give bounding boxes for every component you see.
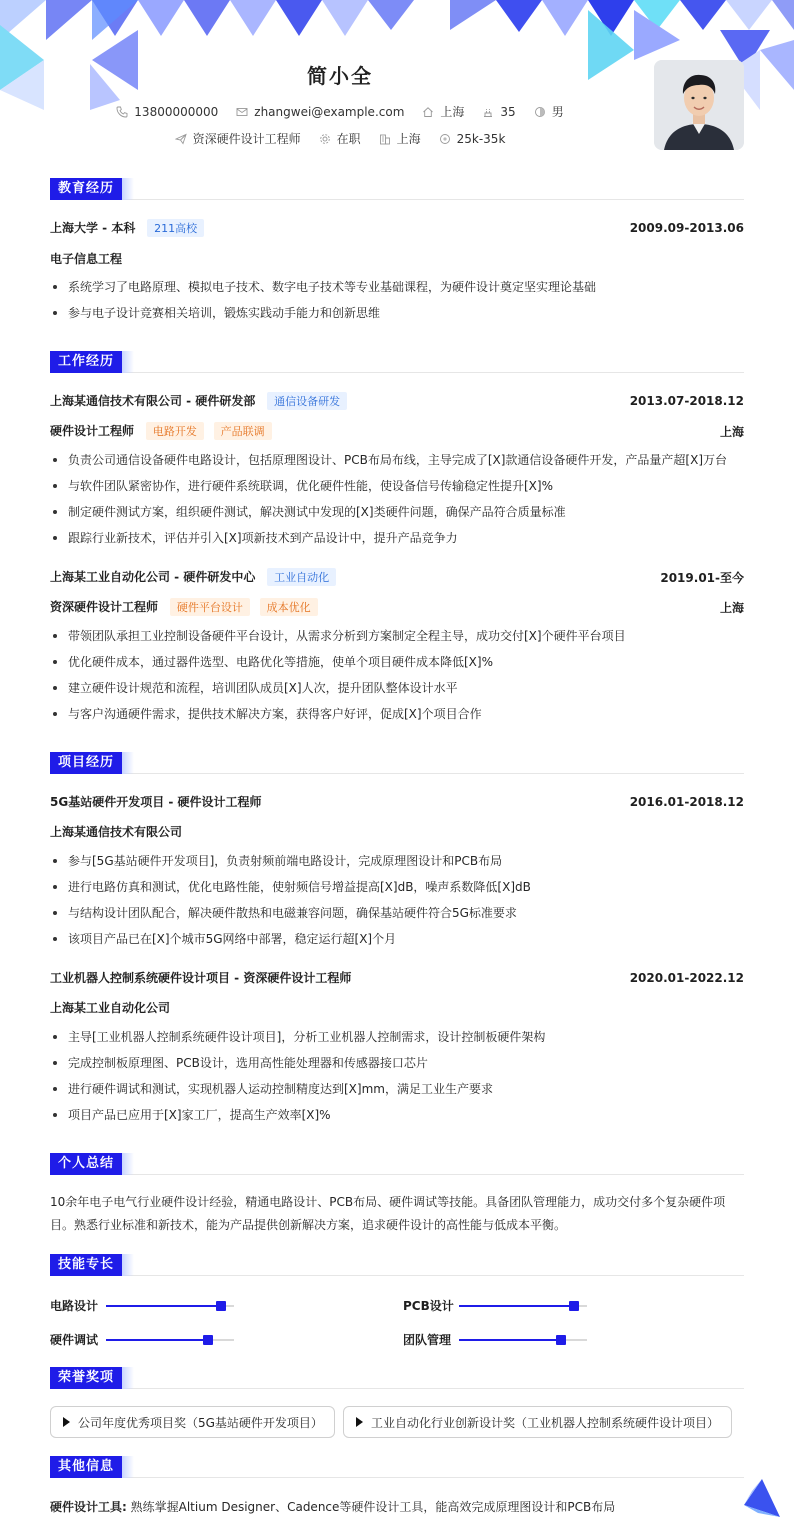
- skill-fill: [106, 1339, 208, 1341]
- projects-header: [50, 752, 744, 774]
- list-item: 与软件团队紧密协作，进行硬件系统联调，优化硬件性能，使设备信号传输稳定性提升[X]%: [50, 473, 744, 499]
- triangle-right-icon: [63, 1417, 70, 1427]
- company-tag: 通信设备研发: [267, 392, 347, 410]
- award-text: 公司年度优秀项目奖（5G基站硬件开发项目）: [78, 1415, 323, 1430]
- other-text: 熟练掌握Altium Designer、Cadence等硬件设计工具，能高效完成原理图设计和PCB布局: [130, 1500, 616, 1514]
- major: 电子信息工程: [50, 252, 123, 266]
- education-row: [50, 219, 744, 237]
- summary-section: [50, 1153, 744, 1243]
- project-company: 上海某通信技术有限公司: [50, 825, 183, 839]
- skill-bar: [459, 1339, 587, 1341]
- award-text: 工业自动化行业创新设计奖（工业机器人控制系统硬件设计项目）: [371, 1415, 720, 1430]
- location-item: [422, 103, 464, 120]
- other-header: [50, 1456, 744, 1478]
- work-section: [50, 351, 744, 731]
- title-decoration: [122, 752, 134, 774]
- contact-row: [0, 103, 680, 120]
- corner-decoration: [744, 1479, 780, 1517]
- skill-handle: [556, 1335, 566, 1345]
- school-tag: 211高校: [147, 219, 204, 237]
- age-icon: [482, 106, 494, 118]
- list-item: 与结构设计团队配合，解决硬件散热和电磁兼容问题，确保基站硬件符合5G标准要求: [50, 900, 744, 926]
- job-row: [50, 392, 744, 410]
- gender-text: 男: [551, 105, 564, 119]
- city-text: 上海: [396, 132, 421, 146]
- job-intent-row: [0, 130, 680, 147]
- title-decoration: [122, 1456, 134, 1478]
- role-name: 硬件设计工程师: [50, 424, 135, 438]
- list-item: 制定硬件测试方案，组织硬件测试，解决测试中发现的[X]类硬件问题，确保产品符合质量标准: [50, 499, 744, 525]
- list-item: 项目产品已应用于[X]家工厂，提高生产效率[X]%: [50, 1102, 744, 1128]
- education-date: 2009.09-2013.06: [629, 221, 744, 235]
- other-label: 硬件设计工具:: [50, 1500, 127, 1514]
- list-item: 与客户沟通硬件需求，提供技术解决方案，获得客户好评，促成[X]个项目合作: [50, 701, 744, 727]
- skill-item: [50, 1297, 234, 1314]
- resume-header: [0, 0, 794, 170]
- list-item: 带领团队承担工业控制设备硬件平台设计，从需求分析到方案制定全程主导，成功交付[X]个硬件平台项目: [50, 623, 744, 649]
- skills-section: [50, 1254, 744, 1354]
- age-text: 35: [500, 104, 516, 119]
- job-city: 上海: [719, 600, 744, 615]
- salary-text: 25k-35k: [456, 131, 506, 146]
- skill-label: 硬件调试: [50, 1333, 99, 1347]
- gender-icon: [534, 106, 546, 118]
- other-section: [50, 1456, 744, 1521]
- list-item: 该项目产品已在[X]个城市5G网络中部署，稳定运行超[X]个月: [50, 926, 744, 952]
- list-item: 负责公司通信设备硬件电路设计，包括原理图设计、PCB布局布线，主导完成了[X]款通信设备硬件开发，产品量产超[X]万台: [50, 447, 744, 473]
- job-city: 上海: [719, 424, 744, 439]
- project-name: 工业机器人控制系统硬件设计项目 - 资深硬件设计工程师: [50, 971, 352, 985]
- role-row: [50, 598, 744, 616]
- status-text: 在职: [336, 132, 361, 146]
- role-row: [50, 422, 744, 440]
- skill-fill: [459, 1305, 574, 1307]
- list-item: 进行硬件调试和测试，实现机器人运动控制精度达到[X]mm，满足工业生产要求: [50, 1076, 744, 1102]
- summary-text: [50, 1191, 744, 1237]
- project-row: [50, 793, 744, 810]
- building-icon: [379, 133, 391, 145]
- section-title: 个人总结: [50, 1153, 122, 1175]
- title-decoration: [122, 351, 134, 373]
- education-header: [50, 178, 744, 200]
- section-title: 教育经历: [50, 178, 122, 200]
- phone-icon: [116, 106, 128, 118]
- skill-item: [403, 1297, 587, 1314]
- salary-item: [439, 130, 506, 147]
- summary-line: 10余年电子电气行业硬件设计经验，精通电路设计、PCB布局、硬件调试等技能。具备团队管理能力，成功交付多个复杂硬件项: [50, 1195, 726, 1209]
- send-icon: [175, 133, 187, 145]
- company-name: 上海某通信技术有限公司 - 硬件研发部: [50, 394, 256, 408]
- role-name: 资深硬件设计工程师: [50, 600, 159, 614]
- email-item: [236, 103, 404, 120]
- list-item: 参与电子设计竞赛相关培训，锻炼实践动手能力和创新思维: [50, 300, 744, 326]
- title-decoration: [122, 1153, 134, 1175]
- project-name: 5G基站硬件开发项目 - 硬件设计工程师: [50, 795, 262, 809]
- job-date: 2019.01-至今: [660, 570, 744, 585]
- section-title: 技能专长: [50, 1254, 122, 1276]
- email-text: zhangwei@example.com: [254, 104, 405, 119]
- list-item: 优化硬件成本，通过器件选型、电路优化等措施，使单个项目硬件成本降低[X]%: [50, 649, 744, 675]
- job-bullets: [50, 623, 744, 727]
- profile-photo: [654, 60, 744, 150]
- position-item: [175, 130, 301, 147]
- skill-handle: [203, 1335, 213, 1345]
- skill-label: PCB设计: [403, 1299, 454, 1313]
- education-bullets: [50, 274, 744, 326]
- section-title: 工作经历: [50, 351, 122, 373]
- section-title: 其他信息: [50, 1456, 122, 1478]
- list-item: 进行电路仿真和测试，优化电路性能，使射频信号增益提高[X]dB，噪声系数降低[X]dB: [50, 874, 744, 900]
- list-item: 完成控制板原理图、PCB设计，选用高性能处理器和传感器接口芯片: [50, 1050, 744, 1076]
- skill-handle: [216, 1301, 226, 1311]
- list-item: 跟踪行业新技术，评估并引入[X]项新技术到产品设计中，提升产品竞争力: [50, 525, 744, 551]
- skill-item: [50, 1331, 234, 1348]
- project-row: [50, 969, 744, 986]
- role-tag: 硬件平台设计: [170, 598, 250, 616]
- work-header: [50, 351, 744, 373]
- triangle-right-icon: [356, 1417, 363, 1427]
- project-date: 2016.01-2018.12: [629, 794, 744, 809]
- section-title: 荣誉奖项: [50, 1367, 122, 1389]
- list-item: 主导[工业机器人控制系统硬件设计项目]，分析工业机器人控制需求，设计控制板硬件架构: [50, 1024, 744, 1050]
- title-decoration: [122, 178, 134, 200]
- title-decoration: [122, 1367, 134, 1389]
- gender-item: [534, 103, 564, 120]
- skill-bar: [459, 1305, 587, 1307]
- phone-item: [116, 103, 218, 120]
- home-icon: [422, 106, 434, 118]
- company-tag: 工业自动化: [267, 568, 336, 586]
- city-item: [379, 130, 421, 147]
- skill-bar: [106, 1339, 234, 1341]
- title-decoration: [122, 1254, 134, 1276]
- awards-header: [50, 1367, 744, 1389]
- skill-handle: [569, 1301, 579, 1311]
- job-bullets: [50, 447, 744, 551]
- school-name: 上海大学 - 本科: [50, 221, 136, 235]
- candidate-name: 简小全: [307, 64, 373, 88]
- projects-section: [50, 752, 744, 1132]
- phone-text: 13800000000: [134, 104, 219, 119]
- status-item: [319, 130, 361, 147]
- project-date: 2020.01-2022.12: [629, 970, 744, 985]
- job-date: 2013.07-2018.12: [629, 394, 744, 408]
- coin-icon: [439, 133, 451, 145]
- skill-fill: [459, 1339, 561, 1341]
- role-tag: 成本优化: [260, 598, 318, 616]
- list-item: 系统学习了电路原理、模拟电子技术、数字电子技术等专业基础课程，为硬件设计奠定坚实理论基础: [50, 274, 744, 300]
- section-title: 项目经历: [50, 752, 122, 774]
- mail-icon: [236, 106, 248, 118]
- company-name: 上海某工业自动化公司 - 硬件研发中心: [50, 570, 256, 584]
- project-bullets: [50, 848, 744, 952]
- award-item: [343, 1406, 732, 1438]
- skill-fill: [106, 1305, 221, 1307]
- location-text: 上海: [440, 105, 465, 119]
- skill-bar: [106, 1305, 234, 1307]
- awards-section: [50, 1367, 744, 1447]
- education-section: [50, 178, 744, 328]
- list-item: 建立硬件设计规范和流程，培训团队成员[X]人次，提升团队整体设计水平: [50, 675, 744, 701]
- skills-header: [50, 1254, 744, 1276]
- age-item: [482, 103, 515, 120]
- skill-item: [403, 1331, 587, 1348]
- skill-label: 团队管理: [403, 1333, 452, 1347]
- award-item: [50, 1406, 335, 1438]
- skill-label: 电路设计: [50, 1299, 99, 1313]
- summary-line: 目。熟悉行业标准和新技术，能为产品提供创新解决方案，追求硬件设计的高性能与低成本平衡。: [50, 1218, 567, 1232]
- summary-header: [50, 1153, 744, 1175]
- gear-icon: [319, 133, 331, 145]
- other-info-line: [50, 1498, 744, 1515]
- project-bullets: [50, 1024, 744, 1128]
- position-text: 资深硬件设计工程师: [192, 132, 301, 146]
- list-item: 参与[5G基站硬件开发项目]，负责射频前端电路设计，完成原理图设计和PCB布局: [50, 848, 744, 874]
- job-row: [50, 568, 744, 586]
- role-tag: 产品联调: [214, 422, 272, 440]
- avatar: [654, 60, 744, 150]
- role-tag: 电路开发: [146, 422, 204, 440]
- project-company: 上海某工业自动化公司: [50, 1001, 171, 1015]
